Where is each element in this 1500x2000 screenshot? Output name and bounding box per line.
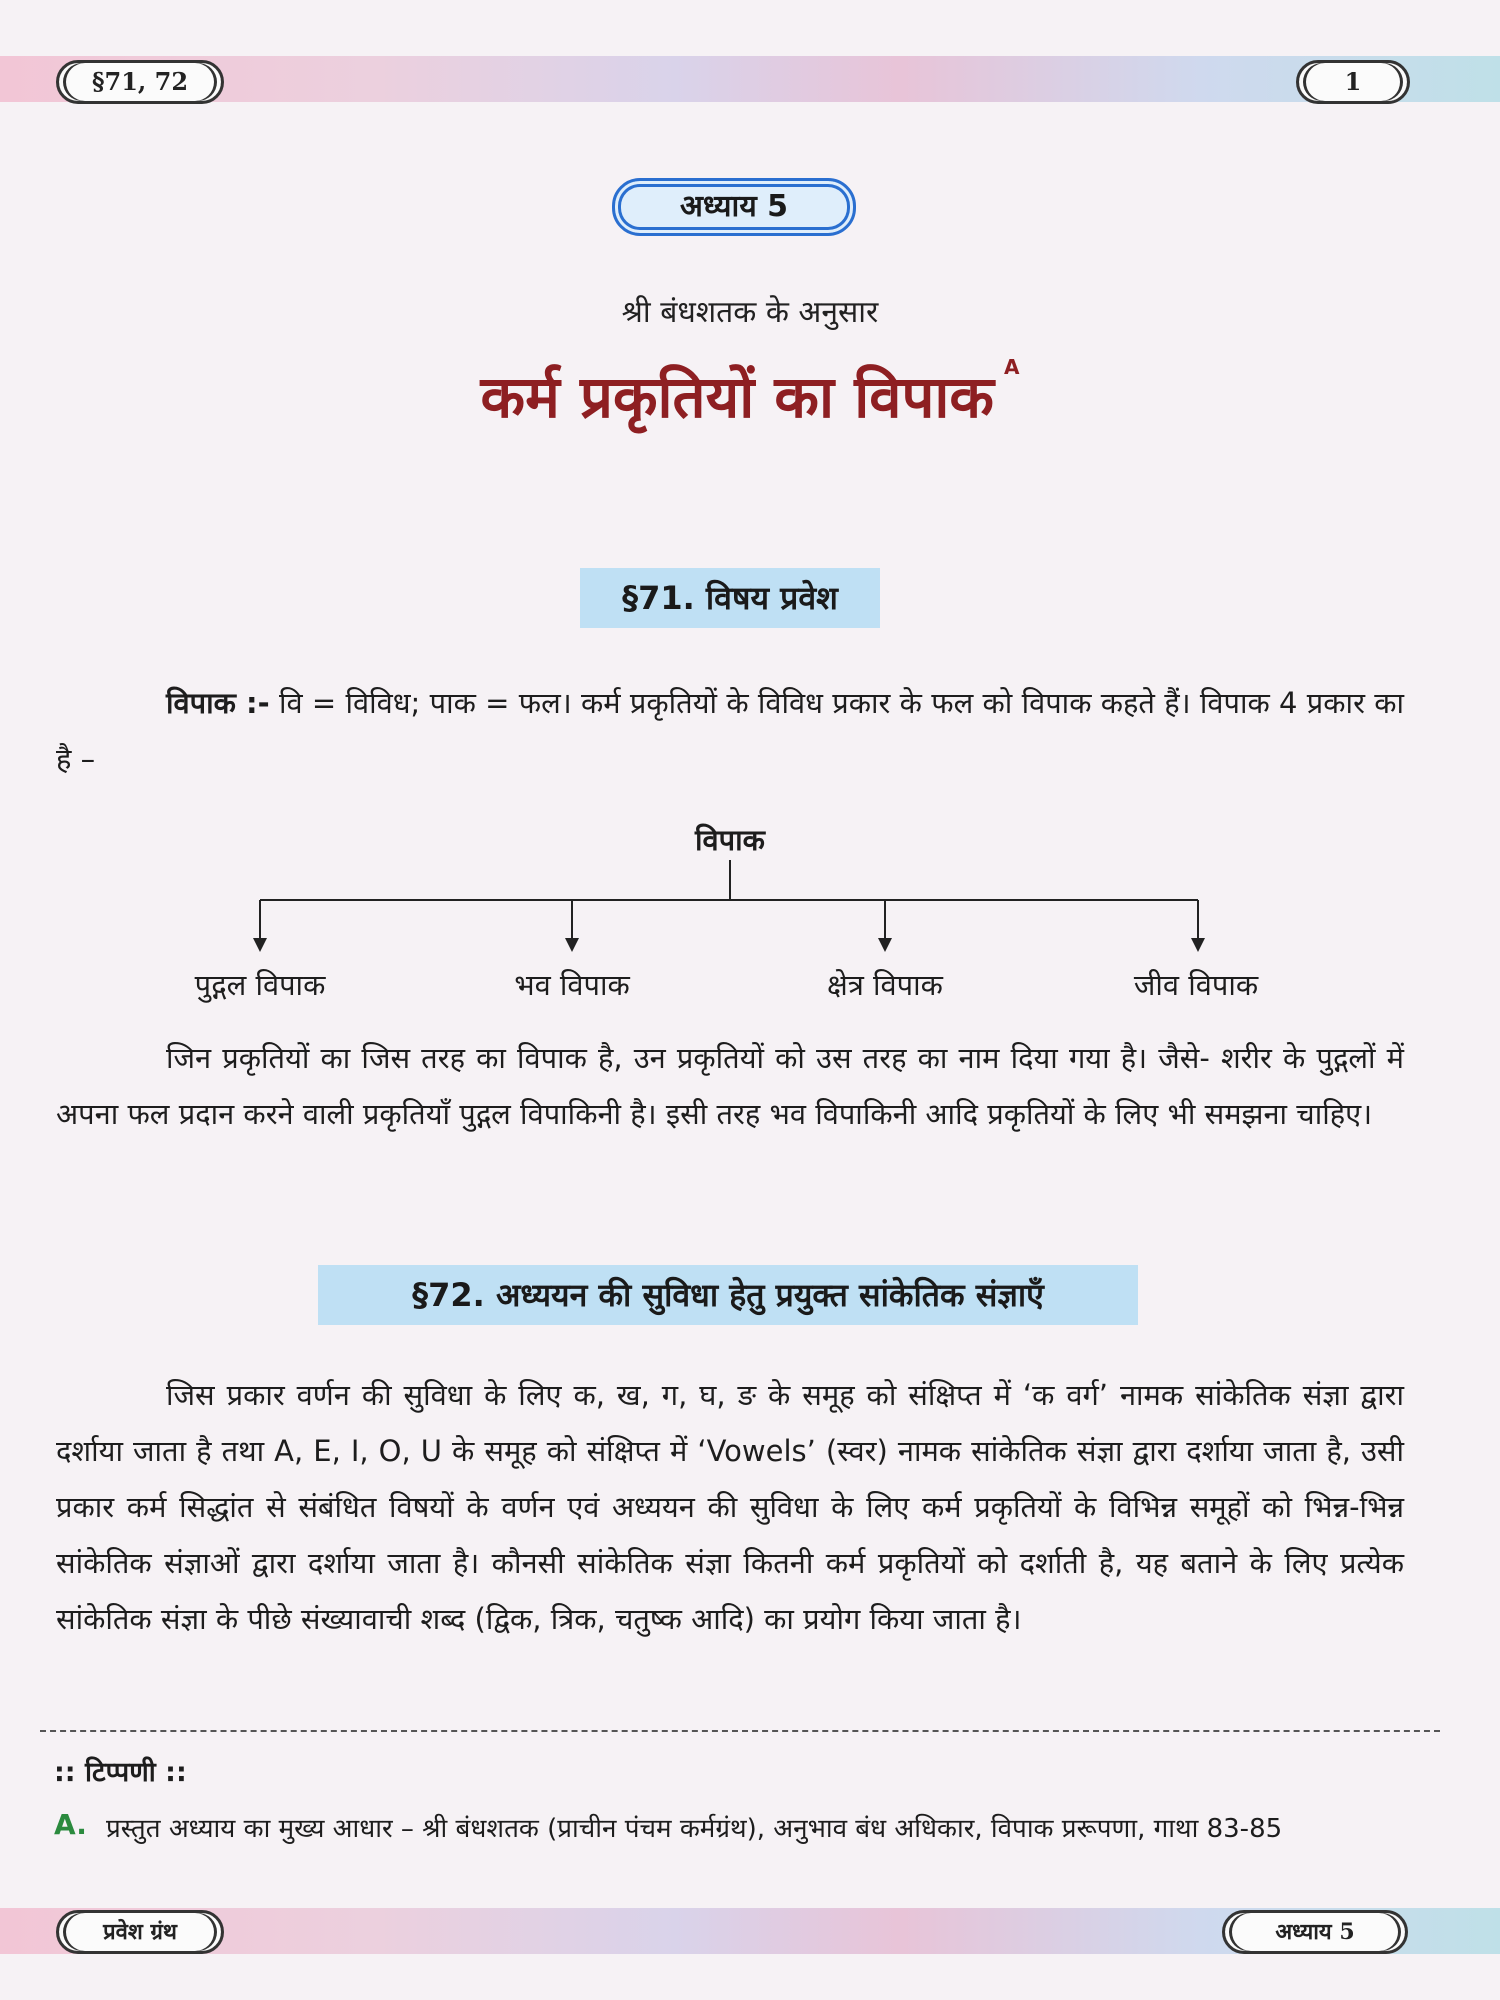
title-footnote-marker[interactable]: A xyxy=(1003,355,1020,379)
tree-root-label: विपाक xyxy=(695,823,765,857)
chapter-title xyxy=(0,355,1500,434)
vipak-definition: वि = विविध; पाक = फल। कर्म प्रकृतियों के विविध प्रकार के फल को विपाक कहते हैं। विपाक 4 प्रकार का है – xyxy=(56,686,1404,776)
note-text: प्रस्तुत अध्याय का मुख्य आधार – श्री बंधशतक (प्राचीन पंचम कर्मग्रंथ), अनुभाव बंध अधिकार, विपाक प्ररूपणा, गाथा 83-85 xyxy=(106,1814,1283,1844)
book-name: प्रवेश ग्रंथ xyxy=(56,1910,224,1954)
note-marker: A. xyxy=(54,1808,87,1841)
section-71-explanation: जिन प्रकृतियों का जिस तरह का विपाक है, उन प्रकृतियों को उस तरह का नाम दिया गया है। जैसे- शरीर के पुद्गलों में अपना फल प्रदान करने वाली प्रकृतियाँ पुद्गल विपाकिनी है। इसी तरह भव विपाकिनी आदि प्रकृतियों के लिए भी समझना चाहिए। xyxy=(56,1041,1404,1131)
section-71-intro xyxy=(56,675,1404,787)
tree-arrow-3 xyxy=(1191,900,1205,952)
tree-arrow-1 xyxy=(565,900,579,952)
notes-heading: :: टिप्पणी :: xyxy=(54,1757,187,1788)
section-72-body: जिस प्रकार वर्णन की सुविधा के लिए क, ख, ग, घ, ङ के समूह को संक्षिप्त में ‘क वर्ग’ नामक सांकेतिक संज्ञा द्वारा दर्शाया जाता है तथा A, E, I, O, U के समूह को संक्षिप्त में ‘Vowels’ (स्वर) नामक सांकेतिक संज्ञा द्वारा दर्शाया जाता है, उसी प्रकार कर्म सिद्धांत से संबंधित विषयों के वर्णन एवं अध्ययन की सुविधा के लिए कर्म प्रकृतियों के विभिन्न समूहों को भिन्न-भिन्न सांकेतिक संज्ञाओं द्वारा दर्शाया जाता है। कौनसी सांकेतिक संज्ञा कितनी कर्म प्रकृतियों को दर्शाती है, यह बताने के लिए प्रत्येक सांकेतिक संज्ञा के पीछे संख्यावाची शब्द (द्विक, त्रिक, चतुष्क आदि) का प्रयोग किया जाता है। xyxy=(56,1378,1404,1636)
chapter-subtitle: श्री बंधशतक के अनुसार xyxy=(621,295,879,330)
tree-child-pudgal: पुद्गल विपाक xyxy=(194,968,326,1002)
chapter-title-text: कर्म प्रकृतियों का विपाक xyxy=(480,363,994,431)
section-reference: §71, 72 xyxy=(56,60,224,104)
footer-chapter-label: अध्याय 5 xyxy=(1222,1910,1408,1954)
chapter-badge: अध्याय 5 xyxy=(612,178,856,236)
tree-arrow-2 xyxy=(878,900,892,952)
tree-child-jeev: जीव विपाक xyxy=(1133,968,1259,1002)
header-band xyxy=(0,56,1500,102)
page-number: 1 xyxy=(1296,60,1410,104)
section-72-heading: §72. अध्ययन की सुविधा हेतु प्रयुक्त सांकेतिक संज्ञाएँ xyxy=(318,1265,1138,1325)
vipak-term: विपाक :- xyxy=(166,686,270,720)
footnote-divider xyxy=(40,1730,1440,1732)
tree-arrow-0 xyxy=(253,900,267,952)
tree-child-kshetra: क्षेत्र विपाक xyxy=(827,968,943,1002)
section-71-heading: §71. विषय प्रवेश xyxy=(580,568,880,628)
tree-child-bhav: भव विपाक xyxy=(514,968,630,1002)
vipak-tree-diagram xyxy=(0,860,1500,960)
